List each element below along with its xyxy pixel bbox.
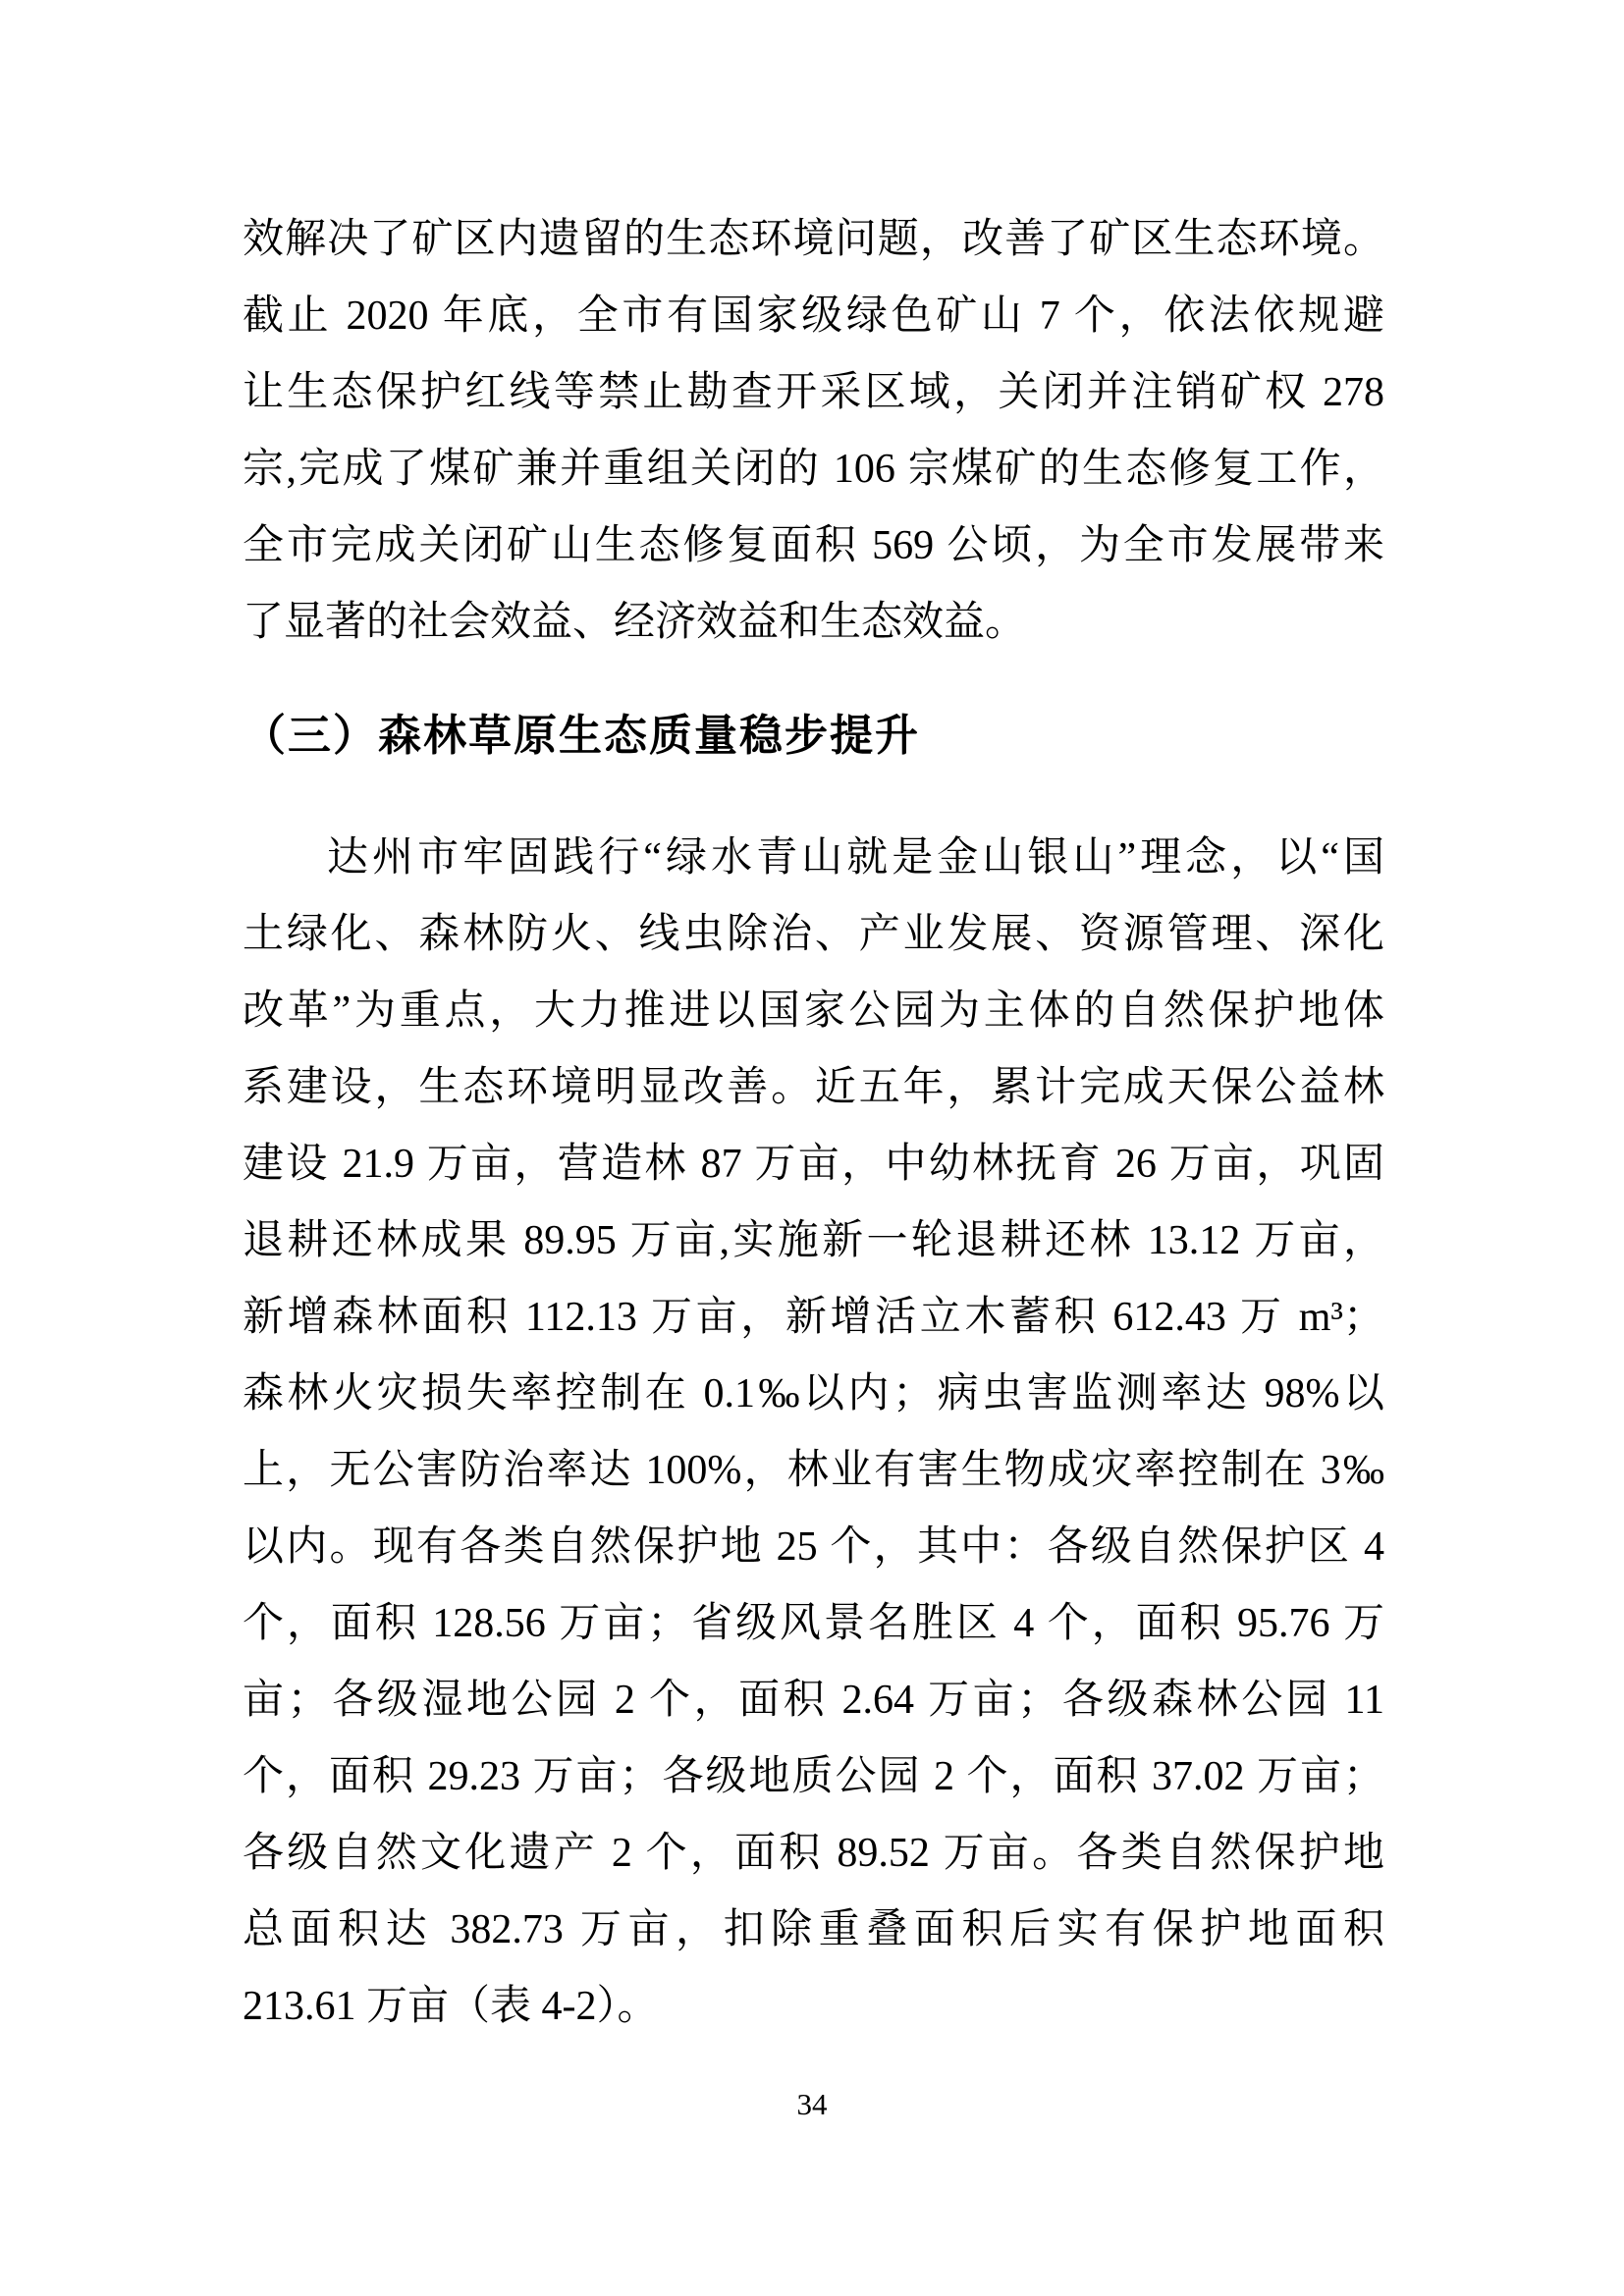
- text-line: 上，无公害防治率达 100%，林业有害生物成灾率控制在 3‰: [243, 1448, 1384, 1493]
- text-line: 宗,完成了煤矿兼并重组关闭的 106 宗煤矿的生态修复工作，: [243, 447, 1384, 492]
- text-line: 退耕还林成果 89.95 万亩,实施新一轮退耕还林 13.12 万亩，: [243, 1218, 1384, 1263]
- text-line: 效解决了矿区内遗留的生态环境问题，改善了矿区生态环境。: [243, 217, 1384, 262]
- text-line: 土绿化、森林防火、线虫除治、产业发展、资源管理、深化: [243, 912, 1384, 957]
- text-line: 建设 21.9 万亩，营造林 87 万亩，中幼林抚育 26 万亩，巩固: [243, 1142, 1384, 1187]
- text-line: 改革”为重点，大力推进以国家公园为主体的自然保护地体: [243, 988, 1384, 1034]
- text-line: 个，面积 29.23 万亩；各级地质公园 2 个，面积 37.02 万亩；: [243, 1754, 1384, 1799]
- text-line: 个，面积 128.56 万亩；省级风景名胜区 4 个，面积 95.76 万: [243, 1601, 1384, 1646]
- paragraph-forest-grassland: [243, 820, 1384, 2045]
- text-line: 新增森林面积 112.13 万亩，新增活立木蓄积 612.43 万 m³；: [243, 1295, 1384, 1340]
- text-line: 达州市牢固践行“绿水青山就是金山银山”理念，以“国: [327, 835, 1384, 881]
- text-line: 总面积达 382.73 万亩，扣除重叠面积后实有保护地面积: [243, 1907, 1384, 1952]
- text-line: 各级自然文化遗产 2 个，面积 89.52 万亩。各类自然保护地: [243, 1831, 1384, 1876]
- text-line: 亩；各级湿地公园 2 个，面积 2.64 万亩；各级森林公园 11: [243, 1678, 1384, 1723]
- section-heading: （三）森林草原生态质量稳步提升: [243, 712, 920, 760]
- text-block: [243, 201, 1384, 2045]
- text-line: 让生态保护红线等禁止勘查开采区域，关闭并注销矿权 278: [243, 370, 1384, 415]
- text-line: 了显著的社会效益、经济效益和生态效益。: [243, 600, 1027, 645]
- text-line: 截止 2020 年底，全市有国家级绿色矿山 7 个，依法依规避: [243, 294, 1384, 339]
- text-line: 全市完成关闭矿山生态修复面积 569 公顷，为全市发展带来: [243, 523, 1384, 568]
- text-line: 森林火灾损失率控制在 0.1‰以内；病虫害监测率达 98%以: [243, 1371, 1384, 1416]
- paragraph-mine-restoration: [243, 201, 1384, 661]
- text-line: 以内。现有各类自然保护地 25 个，其中：各级自然保护区 4: [243, 1524, 1384, 1570]
- page-number: 34: [796, 2087, 828, 2121]
- text-line: 系建设，生态环境明显改善。近五年，累计完成天保公益林: [243, 1065, 1384, 1110]
- text-line: 213.61 万亩（表 4-2）。: [243, 1984, 659, 2029]
